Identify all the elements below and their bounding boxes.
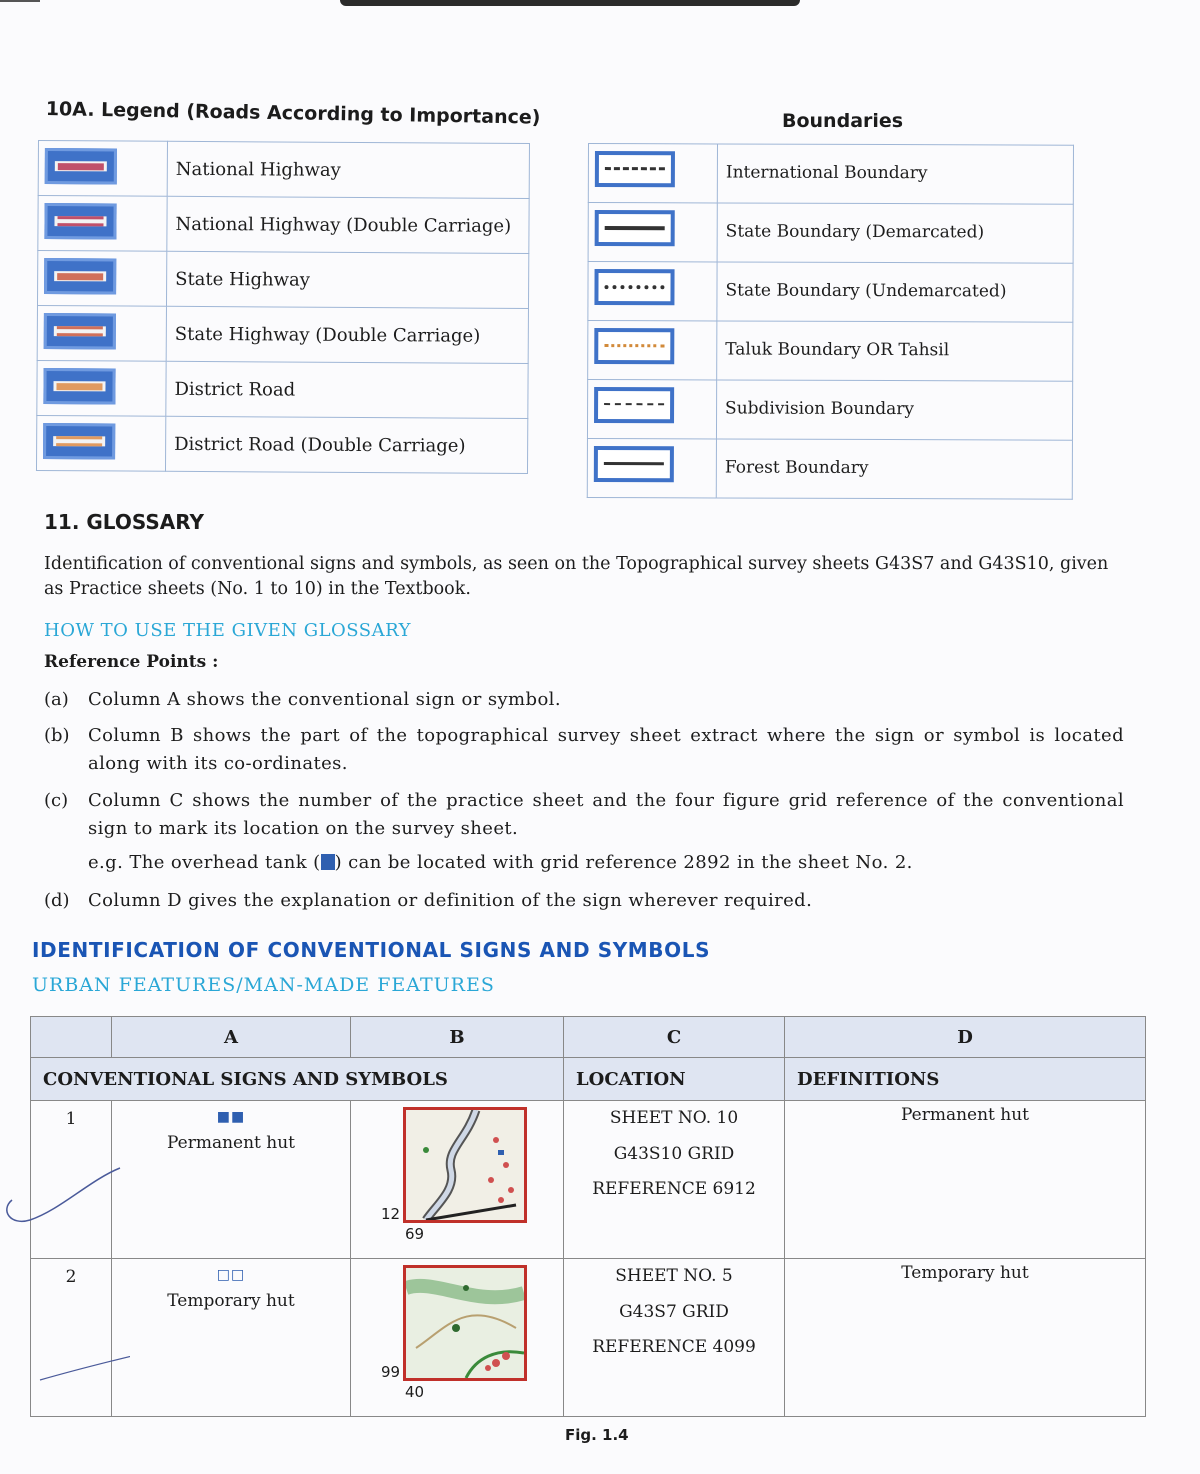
col-num-header	[31, 1017, 112, 1058]
legend-row	[38, 141, 529, 199]
legend-row	[37, 360, 528, 418]
district-road-swatch	[43, 368, 115, 404]
col-b-header: B	[351, 1017, 564, 1058]
legend-label: State Highway	[166, 251, 528, 308]
grid-northing: 12	[381, 1205, 401, 1223]
legend-row	[36, 415, 527, 473]
point-label: (c)	[44, 790, 69, 811]
signs-table	[30, 1016, 1146, 1417]
legend-label: State Highway (Double Carriage)	[166, 306, 528, 363]
location-cell	[564, 1101, 785, 1259]
state-boundary-undemarcated-swatch	[594, 269, 674, 305]
boundary-row	[588, 262, 1073, 323]
definitions-header: DEFINITIONS	[785, 1058, 1146, 1101]
point-text: Column D gives the explanation or definition of the sign wherever required.	[88, 890, 813, 911]
identification-title: IDENTIFICATION OF CONVENTIONAL SIGNS AND SYMBOLS	[32, 938, 711, 962]
legend-row	[37, 251, 528, 309]
map-extract-cell	[351, 1101, 564, 1259]
boundary-label: Forest Boundary	[716, 439, 1072, 499]
reference-point	[44, 887, 1124, 915]
location-header: LOCATION	[564, 1058, 785, 1101]
point-text: Column A shows the conventional sign or symbol.	[88, 689, 561, 710]
table-row	[31, 1259, 1146, 1417]
point-label: (b)	[44, 725, 70, 746]
national-highway-swatch	[45, 148, 117, 184]
grid-easting: 40	[405, 1383, 425, 1401]
location-line: G43S7 GRID	[619, 1301, 729, 1322]
roads-legend-table	[36, 140, 530, 474]
point-label: (a)	[44, 689, 69, 710]
boundary-label: State Boundary (Undemarcated)	[717, 262, 1073, 322]
boundary-row	[588, 321, 1073, 382]
reference-point	[44, 722, 1124, 778]
example-text-pre: e.g. The overhead tank (	[88, 852, 321, 873]
point-text: Column C shows the number of the practice sheet and the four figure grid reference of the conventional sign to mark its location on the survey sheet.	[88, 790, 1124, 839]
grid-easting: 69	[405, 1225, 425, 1243]
temporary-hut-icon: □□	[216, 1267, 246, 1283]
district-road-double-swatch	[43, 423, 115, 459]
signs-header: CONVENTIONAL SIGNS AND SYMBOLS	[31, 1058, 564, 1101]
legend-label: District Road	[166, 361, 528, 418]
example-line	[88, 852, 913, 873]
boundary-row	[588, 203, 1073, 264]
location-line: SHEET NO. 5	[615, 1266, 733, 1286]
how-to-heading: HOW TO USE THE GIVEN GLOSSARY	[44, 620, 412, 641]
map-extract-image	[403, 1107, 527, 1223]
table-row	[31, 1101, 1146, 1259]
glossary-title: 11. GLOSSARY	[44, 510, 205, 534]
boundary-label: International Boundary	[717, 144, 1073, 204]
boundaries-table	[587, 143, 1074, 500]
page-top-shadow	[340, 0, 800, 6]
legend-title: 10A. Legend (Roads According to Importance)	[45, 98, 541, 129]
boundary-label: State Boundary (Demarcated)	[717, 203, 1073, 263]
boundary-label: Subdivision Boundary	[716, 380, 1072, 440]
column-letter-row	[31, 1017, 1146, 1058]
definition-cell: Permanent hut	[785, 1101, 1146, 1259]
national-highway-double-swatch	[44, 203, 116, 239]
figure-caption: Fig. 1.4	[565, 1426, 629, 1444]
column-title-row	[31, 1058, 1146, 1101]
forest-boundary-swatch	[594, 446, 674, 482]
legend-label: National Highway (Double Carriage)	[167, 196, 529, 253]
state-highway-double-swatch	[44, 313, 116, 349]
location-line: REFERENCE 4099	[592, 1337, 756, 1358]
glossary-intro: Identification of conventional signs and symbols, as seen on the Topographical survey sheets G43S7 and G43S10, given as Practice sheets (No. 1 to 10) in the Textbook.	[44, 554, 1109, 600]
row-number: 2	[31, 1259, 112, 1417]
urban-features-subtitle: URBAN FEATURES/MAN-MADE FEATURES	[32, 974, 495, 996]
sign-cell	[112, 1101, 351, 1259]
reference-point	[44, 787, 1124, 843]
legend-row	[38, 196, 529, 254]
boundary-row	[588, 144, 1073, 205]
subdivision-boundary-swatch	[594, 387, 674, 423]
reference-point	[44, 686, 1124, 714]
map-extract-image	[403, 1265, 527, 1381]
location-line: REFERENCE 6912	[592, 1179, 756, 1200]
boundary-row	[587, 380, 1072, 441]
taluk-boundary-swatch	[594, 328, 674, 364]
location-cell	[564, 1259, 785, 1417]
col-c-header: C	[564, 1017, 785, 1058]
state-boundary-demarcated-swatch	[595, 210, 675, 246]
sign-name: Permanent hut	[166, 1133, 296, 1153]
boundaries-title: Boundaries	[782, 110, 904, 132]
row-number: 1	[31, 1101, 112, 1259]
col-a-header: A	[112, 1017, 351, 1058]
col-d-header: D	[785, 1017, 1146, 1058]
overhead-tank-icon	[321, 854, 335, 870]
point-label: (d)	[44, 890, 70, 911]
location-line: SHEET NO. 10	[609, 1108, 739, 1128]
boundary-row	[587, 438, 1072, 499]
map-extract-cell	[351, 1259, 564, 1417]
pen-annotation	[0, 1160, 130, 1400]
reference-points-heading: Reference Points :	[44, 652, 219, 672]
state-highway-swatch	[44, 258, 116, 294]
legend-row	[37, 305, 528, 363]
grid-northing: 99	[381, 1363, 401, 1381]
example-text-post: ) can be located with grid reference 2892 in the sheet No. 2.	[334, 852, 913, 873]
top-edge-line	[0, 0, 40, 2]
permanent-hut-icon: ■■	[216, 1109, 246, 1125]
point-text: Column B shows the part of the topographical survey sheet extract where the sign or symbol is located along with its co-ordinates.	[88, 725, 1124, 774]
definition-cell: Temporary hut	[785, 1259, 1146, 1417]
location-line: G43S10 GRID	[613, 1143, 735, 1164]
legend-label: National Highway	[167, 141, 529, 198]
boundary-label: Taluk Boundary OR Tahsil	[717, 321, 1073, 381]
sign-name: Temporary hut	[167, 1291, 295, 1311]
legend-label: District Road (Double Carriage)	[165, 416, 527, 473]
international-boundary-swatch	[595, 151, 675, 187]
sign-cell	[112, 1259, 351, 1417]
